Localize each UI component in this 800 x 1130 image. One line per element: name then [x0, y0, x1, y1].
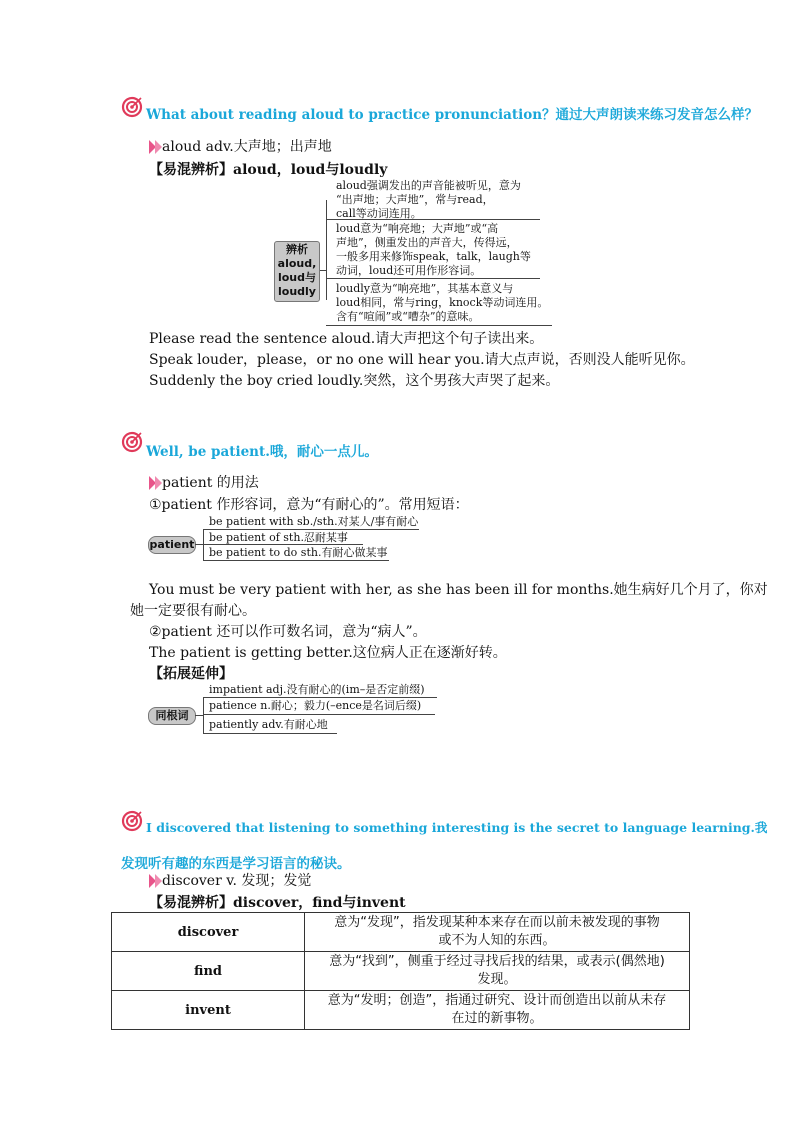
arrow-icon: [149, 140, 163, 154]
word-line: discover v. 发现；发觉: [162, 873, 312, 889]
branch-text: patiently adv.有耐心地: [209, 718, 328, 731]
extend-title: 【拓展延伸】: [149, 666, 233, 682]
branch-text: loud意为“响亮地；大声地”或“高 声地”，侧重发出的声音大，传得远， 一般多用来修饰speak，talk，laugh等 动词，loud还可用作形容词。: [336, 222, 531, 277]
section2-heading: Well, be patient.哦，耐心一点儿。: [146, 444, 378, 460]
table-cell-word: find: [112, 952, 305, 991]
branch-text: be patient of sth.忍耐某事: [209, 531, 348, 544]
branch-text: aloud强调发出的声音能被听见，意为 “出声地；大声地”，常与read， call等动词连用。: [336, 179, 521, 220]
usage-line: ①patient 作形容词，意为“有耐心的”。常用短语：: [149, 497, 469, 513]
branch-text: loudly意为“响亮地”，其基本意义与 loud相同，常与ring，knock等动词连用。 含有“喧闹”或“嘈杂”的意味。: [336, 282, 549, 323]
target-icon: [121, 431, 143, 453]
bracket-line: [320, 270, 327, 271]
section3-heading: I discovered that listening to something interesting is the secret to language learning.我: [146, 820, 768, 835]
example-sentence: The patient is getting better.这位病人正在逐渐好转。: [149, 645, 507, 661]
compare-box-label: 辨析 aloud, loud与 loudly: [274, 241, 320, 302]
bracket: [203, 530, 204, 560]
bracket: [326, 200, 327, 300]
example-sentence: You must be very patient with her, as she has been ill for months.她生病好几个月了，你对: [149, 582, 768, 598]
table-cell-word: discover: [112, 913, 305, 952]
compare-table: [111, 912, 690, 1030]
compare-title: 【易混辨析】aloud，loud与loudly: [149, 162, 388, 178]
section1-heading: What about reading aloud to practice pronunciation？通过大声朗读来练习发音怎么样？: [146, 107, 759, 123]
branch-text: be patient with sb./sth.对某人/事有耐心: [209, 515, 419, 528]
branch-underline: [203, 560, 389, 561]
table-cell-desc: 意为“发现”，指发现某种本来存在而以前未被发现的事物 或不为人知的东西。: [305, 913, 690, 952]
branch-underline: [203, 714, 435, 715]
branch-underline: [326, 325, 552, 326]
branch-text: patience n.耐心；毅力(–ence是名词后缀): [209, 699, 422, 712]
table-row: [112, 991, 690, 1030]
word-line: aloud adv.大声地；出声地: [162, 139, 332, 155]
example-sentence: Speak louder，please，or no one will hear you.请大点声说，否则没人能听见你。: [149, 352, 695, 368]
usage-line: ②patient 还可以作可数名词，意为“病人”。: [149, 624, 427, 640]
branch-underline: [203, 529, 419, 530]
arrow-icon: [149, 476, 163, 490]
example-sentence: Suddenly the boy cried loudly.突然，这个男孩大声哭了起来。: [149, 373, 560, 389]
example-sentence: Please read the sentence aloud.请大声把这个句子读出来。: [149, 331, 544, 347]
patient-box-label: patient: [148, 536, 196, 554]
table-cell-desc: 意为“发明；创造”，指通过研究、设计而创造出以前从未存 在过的新事物。: [305, 991, 690, 1030]
target-icon: [121, 96, 143, 118]
bracket-line: [195, 715, 203, 716]
table-row: [112, 913, 690, 952]
branch-underline: [203, 733, 337, 734]
table-cell-desc: 意为“找到”，侧重于经过寻找后找的结果，或表示(偶然地) 发现。: [305, 952, 690, 991]
branch-text: be patient to do sth.有耐心做某事: [209, 546, 388, 559]
table-cell-word: invent: [112, 991, 305, 1030]
branch-underline: [203, 697, 437, 698]
table-row: [112, 952, 690, 991]
arrow-icon: [149, 874, 163, 888]
word-line: patient 的用法: [162, 475, 259, 491]
branch-underline: [326, 278, 540, 279]
section3-heading-cont: 发现听有趣的东西是学习语言的秘诀。: [121, 856, 351, 872]
root-box-label: 同根词: [148, 707, 196, 725]
target-icon: [121, 810, 143, 832]
bracket-line: [195, 544, 203, 545]
compare-title: 【易混辨析】discover，find与invent: [149, 895, 406, 911]
bracket: [203, 697, 204, 733]
branch-text: impatient adj.没有耐心的(im–是否定前缀): [209, 683, 425, 696]
example-sentence: 她一定要很有耐心。: [130, 603, 256, 619]
